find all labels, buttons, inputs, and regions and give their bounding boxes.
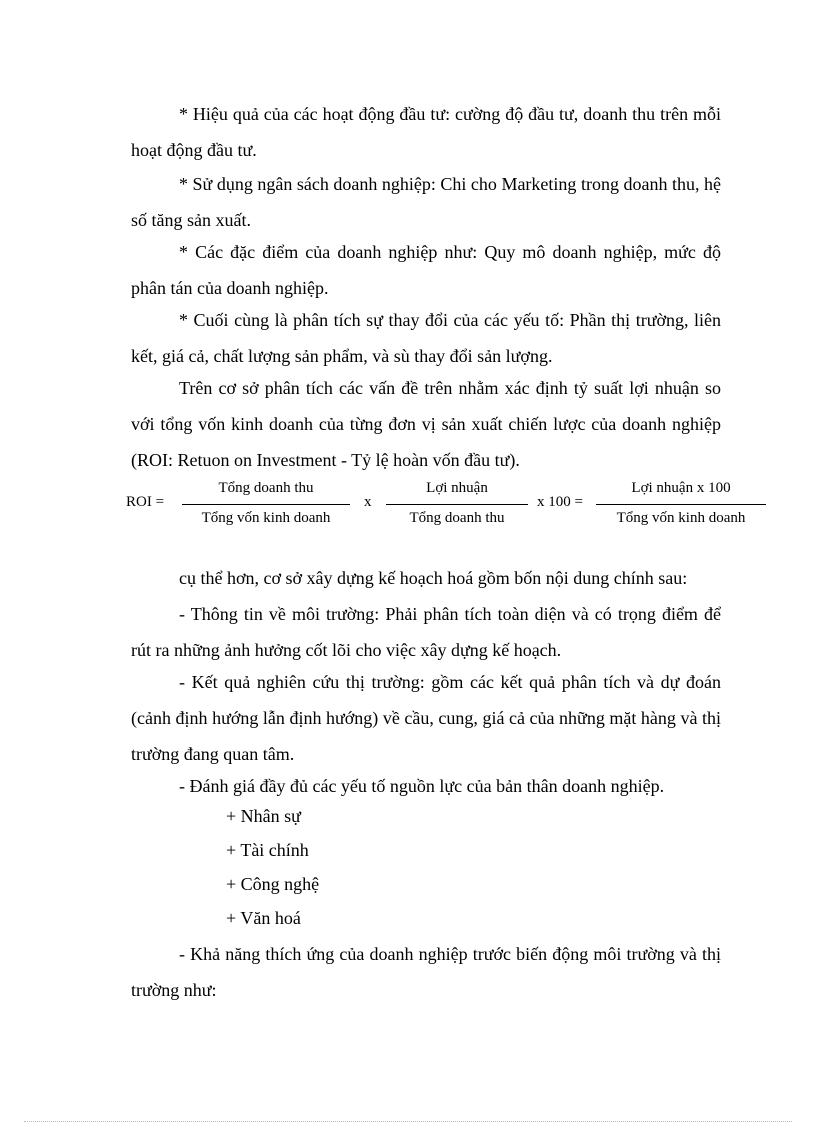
formula-operator: x: [364, 494, 372, 510]
fraction-revenue-over-capital: [182, 478, 350, 528]
resource-item: + Văn hoá: [226, 908, 301, 928]
fraction-denominator: Tổng vốn kinh doanh: [616, 510, 746, 526]
roi-formula: [0, 478, 816, 534]
paragraph-enterprise-features: * Các đặc điểm của doanh nghiệp như: Quy mô doanh nghiệp, mức độ phân tán của doanh nghiệp.: [131, 242, 721, 298]
fraction-numerator: Lợi nhuận x 100: [596, 478, 766, 505]
formula-operator: x 100 =: [537, 494, 583, 510]
paragraph-four-contents: cụ thể hơn, cơ sở xây dựng kế hoạch hoá gồm bốn nội dung chính sau:: [179, 568, 688, 588]
paragraph-budget-use: * Sử dụng ngân sách doanh nghiệp: Chi cho Marketing trong doanh thu, hệ số tăng sản xuất.: [131, 174, 721, 230]
paragraph-investment-efficiency: * Hiệu quả của các hoạt động đầu tư: cường độ đầu tư, doanh thu trên mỗi hoạt động đầu tư.: [131, 104, 721, 160]
paragraph-environment-info: - Thông tin về môi trường: Phải phân tích toàn diện và có trọng điểm để rút ra những ảnh hưởng cốt lõi cho việc xây dựng kế hoạch.: [131, 604, 721, 660]
fraction-denominator: Tổng vốn kinh doanh: [201, 510, 331, 526]
paragraph-resource-assessment: - Đánh giá đầy đủ các yếu tố nguồn lực của bản thân doanh nghiệp.: [179, 776, 665, 796]
formula-label: ROI =: [126, 494, 165, 510]
paragraph-roi-intro: Trên cơ sở phân tích các vấn đề trên nhằm xác định tỷ suất lợi nhuận so với tổng vốn kinh doanh của từng đơn vị sản xuất chiến lược của doanh nghiệp (ROI: Retuon on Investment - Tỷ lệ hoàn vốn đầu tư).: [131, 378, 721, 470]
fraction-profit-over-capital: [596, 478, 766, 528]
fraction-profit-over-revenue: [386, 478, 528, 528]
paragraph-adaptability: - Khả năng thích ứng của doanh nghiệp trước biến động môi trường và thị trường như:: [131, 944, 721, 1000]
fraction-denominator: Tổng doanh thu: [409, 510, 505, 526]
paragraph-market-research: - Kết quả nghiên cứu thị trường: gồm các kết quả phân tích và dự đoán (cảnh định hướng lẫn định hướng) về cầu, cung, giá cả của những mặt hàng và thị trường đang quan tâm.: [131, 672, 721, 764]
page-bottom-rule: [24, 1121, 792, 1122]
paragraph-factor-changes: * Cuối cùng là phân tích sự thay đổi của các yếu tố: Phần thị trường, liên kết, giá cả, chất lượng sản phẩm, và sù thay đổi sản lượng.: [131, 310, 721, 366]
resource-item: + Nhân sự: [226, 806, 301, 826]
fraction-numerator: Tổng doanh thu: [182, 478, 350, 505]
resource-item: + Công nghệ: [226, 874, 320, 894]
resource-item: + Tài chính: [226, 840, 309, 860]
fraction-numerator: Lợi nhuận: [386, 478, 528, 505]
